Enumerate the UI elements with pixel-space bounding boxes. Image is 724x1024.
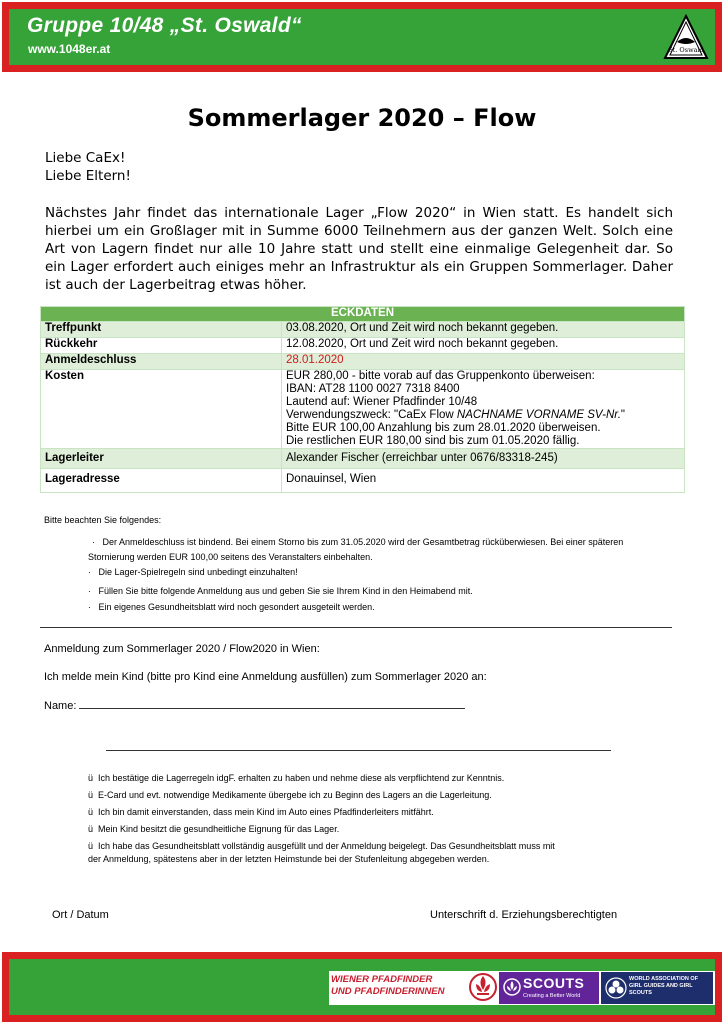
header-band [2,2,722,72]
check-icon: ü [88,790,94,800]
name-label: Name: [44,700,77,712]
row-label: Rückkehr [41,338,282,354]
row-label: Kosten [41,370,282,449]
st-oswald-emblem-icon [663,14,709,60]
bullet: · [88,602,91,612]
checklist-item-continued: der Anmeldung, spätestens aber in der letzten Heimstunde bei der Stufenleitung abgegeben werden. [88,854,490,864]
group-url[interactable]: www.1048er.at [28,42,111,56]
intro-paragraph: Nächstes Jahr findet das internationale Lager „Flow 2020“ in Wien statt. Es handelt sich hierbei um ein Großlager mit in Summe 6000 Teilnehmern aus der ganzen Welt. Solch eine Art von Lagern findet nur alle 10 Jahre statt und stellt eine einmalige Gelegenheit dar. So ein Lager erfordert auch einiges mehr an Infrastruktur als ein Gruppen Sommerlager. Daher ist auch der Lagerbeitrag etwas höher. [45,205,673,293]
scouts-logo [499,972,599,1004]
row-label: Lagerleiter [41,449,282,469]
greeting-line-2: Liebe Eltern! [45,168,131,184]
purpose-prefix: Verwendungszweck: "CaEx Flow [286,409,457,421]
page-title: Sommerlager 2020 – Flow [187,104,537,132]
note-item-continued: Stornierung werden EUR 100,00 seitens des Veranstalters einbehalten. [88,552,373,562]
checklist-item[interactable] [88,772,504,784]
purpose-placeholder: NACHNAME VORNAME SV-Nr. [456,409,621,421]
wagggs-logo [601,972,713,1004]
row-value: 03.08.2020, Ort und Zeit wird noch bekannt gegeben. [282,322,685,338]
note-item [92,536,623,548]
table-row [41,469,685,493]
wagggs-text: WORLD ASSOCIATION OF GIRL GUIDES AND GIRL SCOUTS [629,976,699,996]
row-value: Donauinsel, Wien [282,469,685,493]
form-line: Ich melde mein Kind (bitte pro Kind eine Anmeldung ausfüllen) zum Sommerlager 2020 an: [44,671,487,683]
header-band-inner [9,9,715,65]
scout-lily-icon [469,972,497,1003]
greeting-line-1: Liebe CaEx! [45,150,126,166]
row-label: Anmeldeschluss [41,354,282,370]
check-icon: ü [88,824,94,834]
cost-line: Die restlichen EUR 180,00 sind bis zum 01.05.2020 fällig. [286,435,580,447]
footer-band [2,952,722,1022]
check-icon: ü [88,807,94,817]
bullet: · [88,586,91,596]
wpp-logo [331,974,444,998]
scouts-wordmark: SCOUTS [523,975,585,991]
check-icon: ü [88,773,94,783]
table-header: ECKDATEN [41,307,685,322]
check-text: Mein Kind besitzt die gesundheitliche Eignung für das Lager. [98,824,340,834]
notes-intro: Bitte beachten Sie folgendes: [44,515,162,525]
table-row [41,322,685,338]
row-value: 12.08.2020, Ort und Zeit wird noch bekannt gegeben. [282,338,685,354]
wpp-line-1: WIENER PFADFINDER [331,974,433,985]
purpose-suffix: " [620,409,625,421]
table-row [41,449,685,469]
name-field[interactable] [79,699,465,709]
group-title: Gruppe 10/48 „St. Oswald“ [27,14,302,37]
trefoil-icon [605,977,627,999]
note-item [88,585,473,597]
check-text: Ich bestätige die Lagerregeln idgF. erhalten zu haben und nehme diese als verpflichtend zur Kenntnis. [98,773,505,783]
check-text: Ich habe das Gesundheitsblatt vollständig ausgefüllt und der Anmeldung beigelegt. Das Gesundheitsblatt muss mit [98,841,555,851]
row-value: Alexander Fischer (erreichbar unter 0676/83318-245) [282,449,685,469]
note-item [88,566,298,578]
cost-line: IBAN: AT28 1100 0027 7318 8400 [286,383,460,395]
partner-logos [329,971,715,1005]
key-data-table [40,306,685,493]
check-icon: ü [88,841,94,851]
wosm-emblem-icon [503,978,521,996]
wpp-line-2: UND PFADFINDERINNEN [331,986,445,997]
cost-line: Lautend auf: Wiener Pfadfinder 10/48 [286,396,478,408]
checklist-item[interactable] [88,789,492,801]
name-row [44,699,465,712]
cost-line [286,409,680,422]
check-text: E-Card und evt. notwendige Medikamente übergebe ich zu Beginn des Lagers an die Lagerleitung. [98,790,492,800]
checklist-item[interactable] [88,840,555,852]
emblem-text: St. Oswald [668,46,704,54]
checklist-item[interactable] [88,806,434,818]
note-text: Der Anmeldeschluss ist bindend. Bei einem Storno bis zum 31.05.2020 wird der Gesamtbetrag rücküberwiesen. Bei einer späteren [102,537,624,547]
footer-band-inner [9,959,715,1015]
bullet: · [92,537,95,547]
row-label: Treffpunkt [41,322,282,338]
signature-label: Unterschrift d. Erziehungsberechtigten [430,909,618,921]
table-row [41,370,685,449]
place-date-label: Ort / Datum [52,909,109,921]
bullet: · [88,567,91,577]
note-text: Die Lager-Spielregeln sind unbedingt einzuhalten! [98,567,298,577]
note-text: Füllen Sie bitte folgende Anmeldung aus und geben Sie sie Ihrem Kind in den Heimabend mit. [98,586,473,596]
cost-line: EUR 280,00 - bitte vorab auf das Gruppenkonto überweisen: [286,370,595,382]
checklist-item[interactable] [88,823,339,835]
separator-line [40,627,672,628]
table-row [41,338,685,354]
costs-value [282,370,685,449]
table-header-row [41,307,685,322]
note-item [88,601,375,613]
scouts-tagline: Creating a Better World [523,993,581,999]
cost-line: Bitte EUR 100,00 Anzahlung bis zum 28.01.2020 überweisen. [286,422,601,434]
extra-fill-line[interactable] [106,750,611,751]
check-text: Ich bin damit einverstanden, dass mein Kind im Auto eines Pfadfinderleiters mitfährt. [98,807,434,817]
note-text: Ein eigenes Gesundheitsblatt wird noch gesondert ausgeteilt werden. [98,602,375,612]
form-heading: Anmeldung zum Sommerlager 2020 / Flow2020 in Wien: [44,643,320,655]
row-label: Lageradresse [41,469,282,493]
deadline-value: 28.01.2020 [282,354,685,370]
table-row [41,354,685,370]
